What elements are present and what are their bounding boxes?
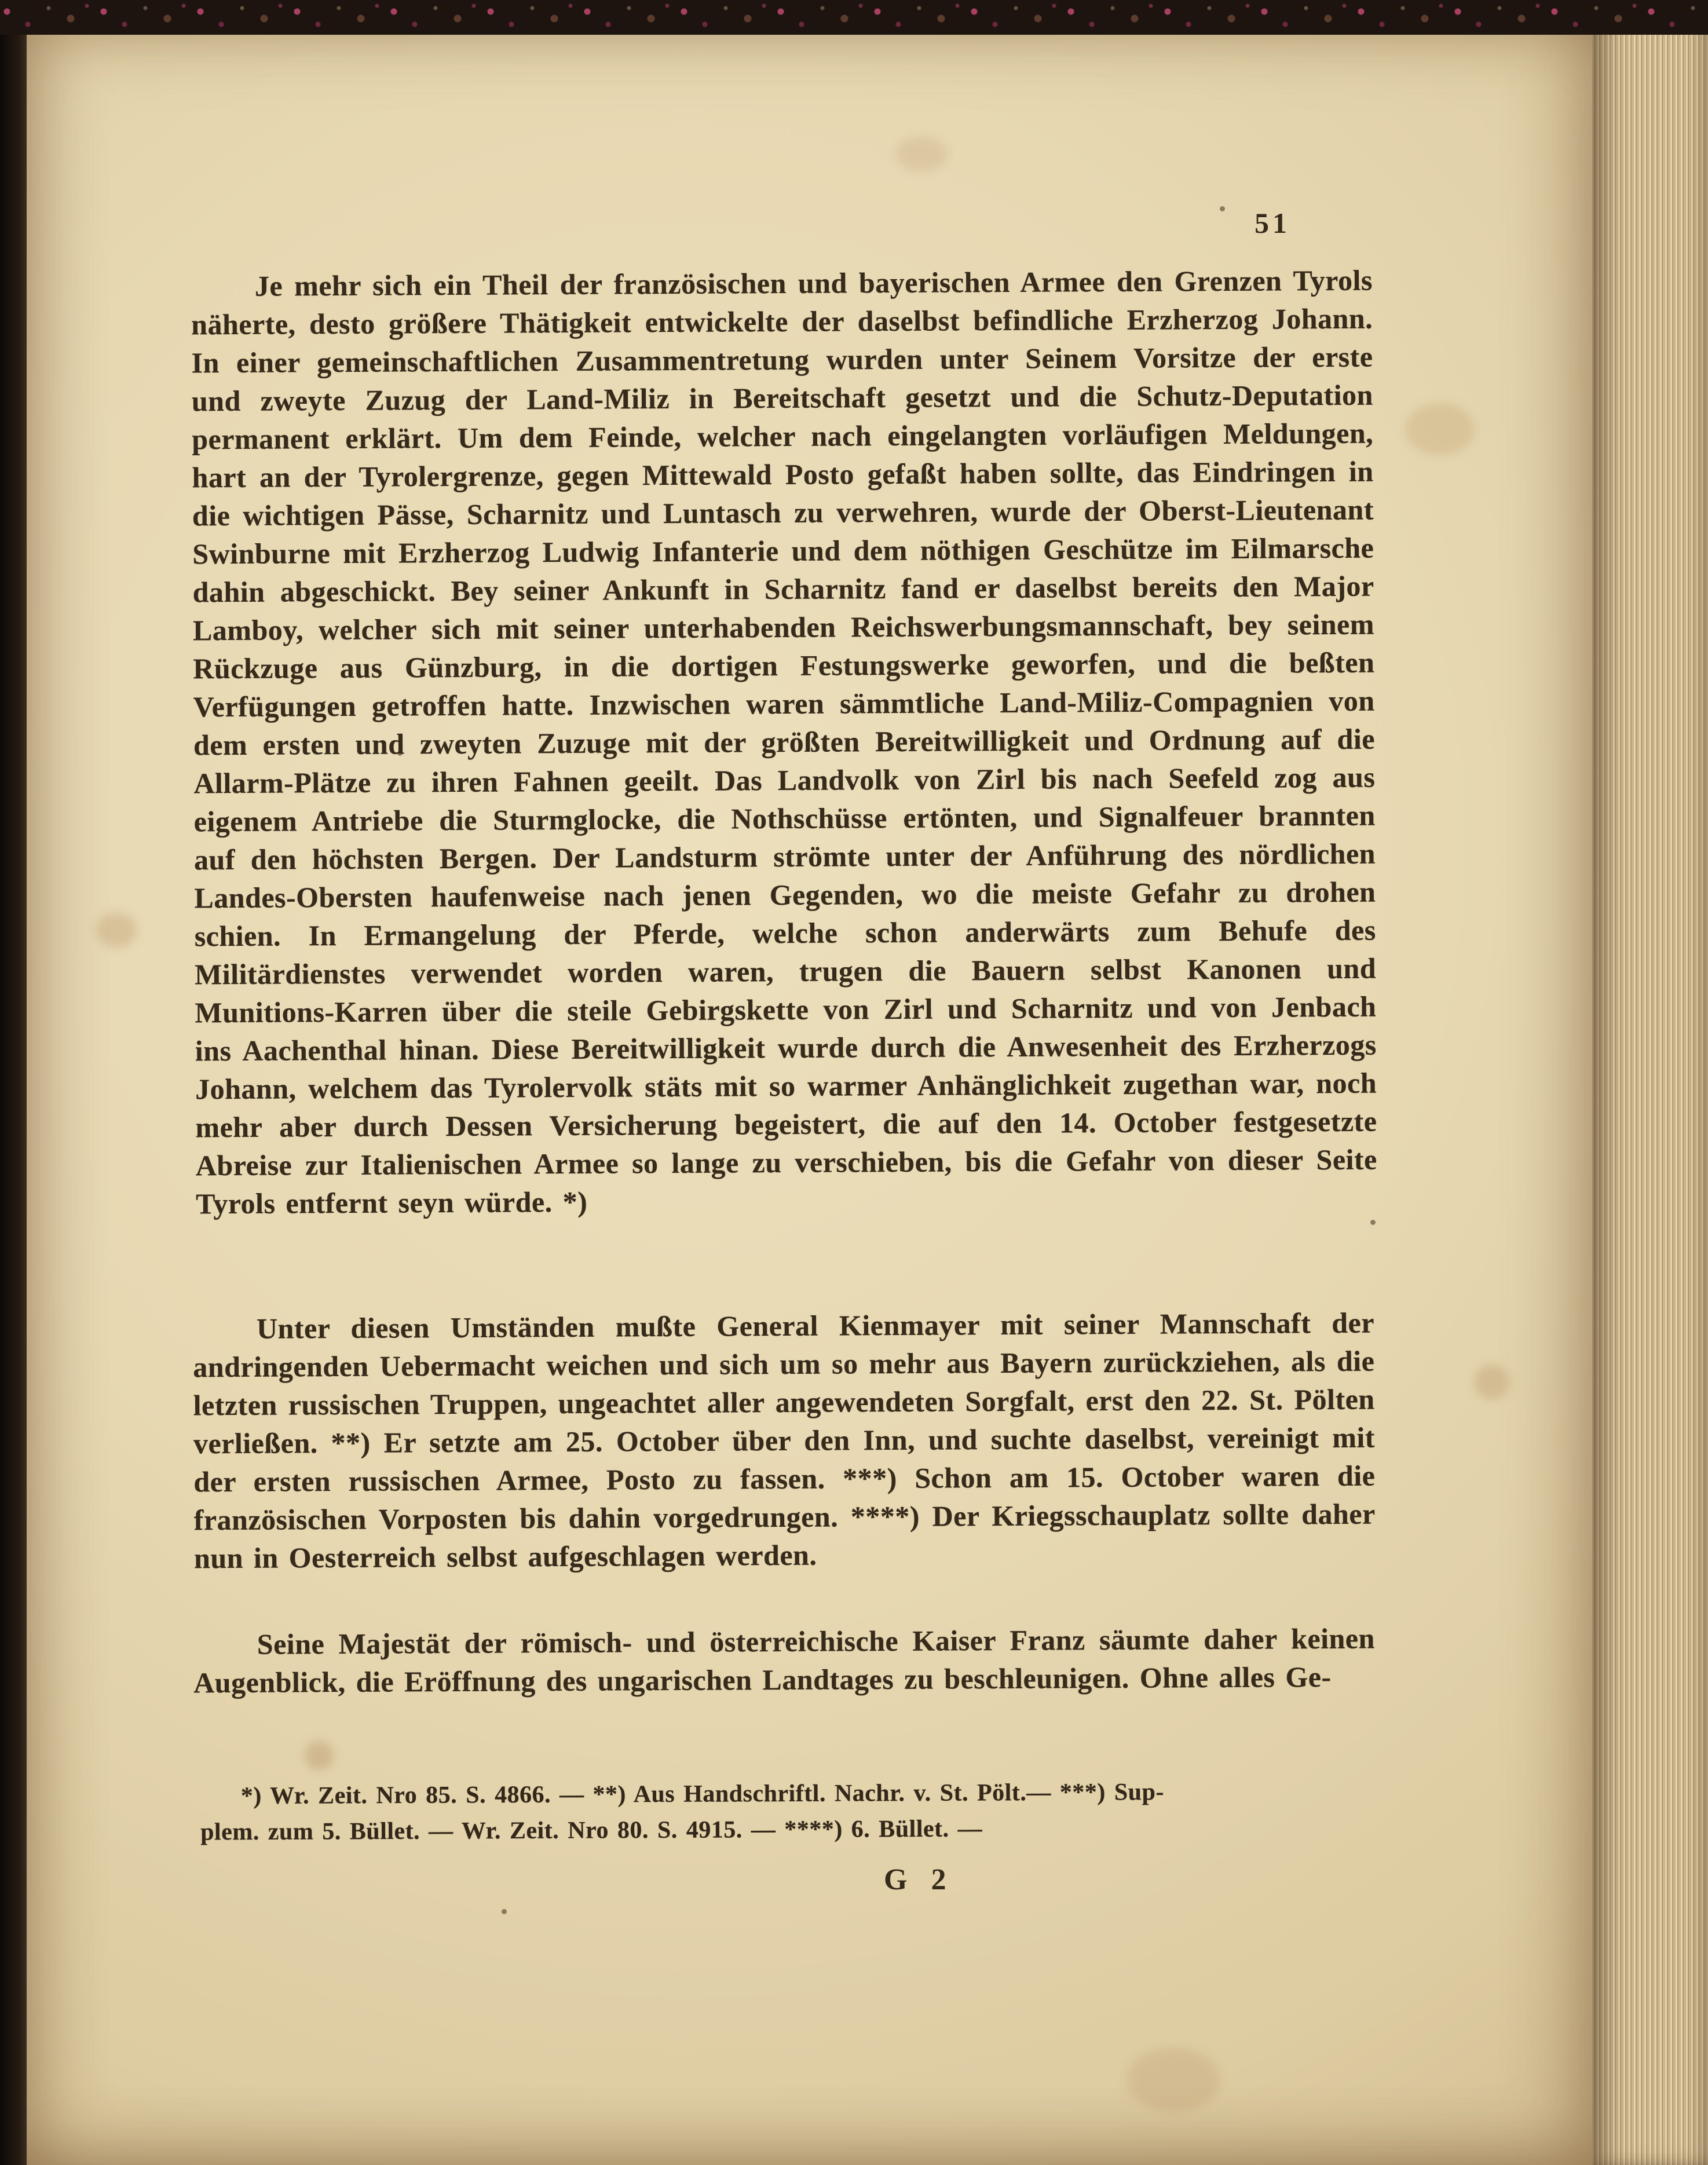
- paper-speck: [1370, 1220, 1376, 1225]
- paper-speck: [502, 1909, 507, 1914]
- paper-stain: [1475, 1365, 1509, 1399]
- paper-stain: [1405, 403, 1475, 455]
- footnote-line-1: *) Wr. Zeit. Nro 85. S. 4866. — **) Aus Handschriftl. Nachr. v. St. Pölt.— ***) Sup-: [240, 1779, 1164, 1810]
- body-paragraph-1: Je mehr sich ein Theil der französischen und bayerischen Armee den Grenzen Tyrols näherte, desto größere Thätigkeit entwickelte der daselbst befindliche Erzherzog Johann. In einer gemeinschaftlichen Zusammentretung wurden unter Seinem Vorsitze der erste und zweyte Zuzug der Land-Miliz in Bereitschaft gesetzt und die Schutz-Deputation permanent erklärt. Um dem Feinde, welcher nach eingelangten vorläufigen Meldungen, hart an der Tyrolergrenze, gegen Mittewald Posto gefaßt haben sollte, das Eindringen in die wichtigen Pässe, Scharnitz und Luntasch zu verwehren, wurde der Oberst-Lieutenant Swinburne mit Erzherzog Ludwig Infanterie und dem nöthigen Geschütze im Eilmarsche dahin abgeschickt. Bey seiner Ankunft in Scharnitz fand er daselbst bereits den Major Lamboy, welcher sich mit seiner unterhabenden Reichswerbungsmannschaft, bey seinem Rückzuge aus Günzburg, in die dortigen Festungswerke geworfen, und die beßten Verfügungen getroffen hatte. Inzwischen waren sämmtliche Land-Miliz-Compagnien von dem ersten und zweyten Zuzuge mit der größten Bereitwilligkeit und Ordnung auf die Allarm-Plätze zu ihren Fahnen geeilt. Das Landvolk von Zirl bis nach Seefeld zog aus eigenem Antriebe die Sturmglocke, die Nothschüsse ertönten, und Signalfeuer brannten auf den höchsten Bergen. Der Landsturm strömte unter der Anführung des nördlichen Landes-Obersten haufenweise nach jenen Gegenden, wo die meiste Gefahr zu drohen schien. In Ermangelung der Pferde, welche schon anderwärts zum Behufe des Militärdienstes verwendet worden waren, trugen die Bauern selbst Kanonen und Munitions-Karren über die steile Gebirgskette von Zirl und Scharnitz und von Jenbach ins Aachenthal hinan. Diese Bereitwilligkeit wurde durch die Anwesenheit des Erzherzogs Johann, welchem das Tyrolervolk stäts mit so warmer Anhänglichkeit zugethan war, noch mehr aber durch Dessen Versicherung begeistert, die auf den 14. October festgesetzte Abreise zur Italienischen Armee so lange zu verschieben, bis die Gefahr von dieser Seite Tyrols entfernt seyn würde. *): [191, 264, 1377, 1220]
- paper-stain: [305, 1741, 334, 1770]
- book-cover-top-edge: [0, 0, 1708, 35]
- book-page-edges: [1592, 0, 1708, 2165]
- paper-stain: [895, 137, 948, 171]
- book-page: [27, 32, 1594, 2165]
- paper-stain: [1127, 2048, 1220, 2112]
- book-cover-left-edge: [0, 0, 27, 2165]
- footnotes-block: [200, 1773, 1383, 1851]
- paper-stain: [96, 913, 137, 948]
- body-paragraph-3: Seine Majestät der römisch- und österreichische Kaiser Franz säumte daher keinen Augenblick, die Eröffnung des ungarischen Landtages zu beschleunigen. Ohne alles Ge-: [193, 1622, 1375, 1699]
- signature-mark: G 2: [884, 1863, 954, 1896]
- footnote-line-2: plem. zum 5. Büllet. — Wr. Zeit. Nro 80. S. 4915. — ****) 6. Büllet. —: [200, 1815, 983, 1846]
- paper-speck: [1220, 206, 1225, 211]
- body-paragraph-2: Unter diesen Umständen mußte General Kienmayer mit seiner Mannschaft der andringenden Uebermacht weichen und sich um so mehr aus Bayern zurückziehen, als die letzten russischen Truppen, ungeachtet aller angewendeten Sorgfalt, erst den 22. St. Pölten verließen. **) Er setzte am 25. October über den Inn, und suchte daselbst, vereinigt mit der ersten russischen Armee, Posto zu fassen. ***) Schon am 15. October waren die französischen Vorposten bis dahin vorgedrungen. ****) Der Kriegsschauplatz sollte daher nun in Oesterreich selbst aufgeschlagen werden.: [193, 1306, 1376, 1575]
- page-number: 51: [1255, 207, 1290, 239]
